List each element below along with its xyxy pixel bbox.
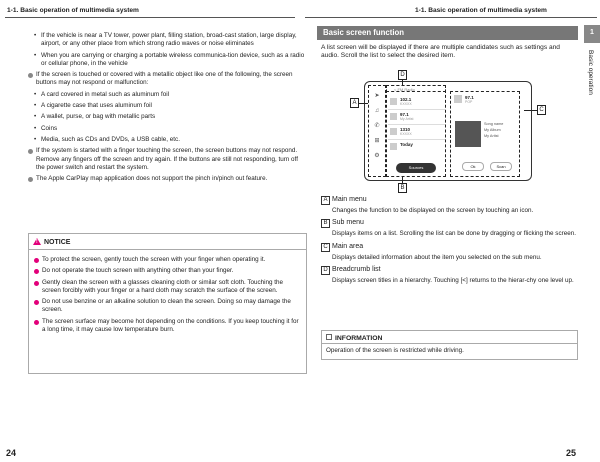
- notice-title: !NOTICE: [29, 234, 306, 250]
- detail-frequency: 97.1: [465, 95, 474, 100]
- right-header-rule: [305, 17, 597, 18]
- definition-term: B Sub menu: [321, 219, 579, 228]
- callout-leader-c: [524, 110, 537, 111]
- callout-region-b: [386, 85, 446, 177]
- callout-label-b: B: [398, 183, 407, 193]
- information-body: Operation of the screen is restricted while driving.: [326, 347, 464, 354]
- phone-icon[interactable]: ✆: [374, 123, 380, 129]
- sources-button[interactable]: Sources: [396, 163, 436, 173]
- list-item: • A wallet, purse, or bag with metallic parts: [28, 113, 308, 121]
- definition-list: [321, 196, 579, 289]
- list-item: • A cigarette case that uses aluminum foil: [28, 102, 308, 110]
- definition-desc: Changes the function to be displayed on the screen by touching an icon.: [332, 207, 534, 214]
- callout-leader-a: [359, 103, 368, 104]
- definition-term: C Main area: [321, 243, 579, 252]
- list-item: • Media, such as CDs and DVDs, a USB cable, etc.: [28, 136, 308, 144]
- list-item: To protect the screen, gently touch the screen with your finger when operating it.: [34, 256, 302, 264]
- chapter-label: Basic operation: [587, 50, 594, 95]
- info-icon: [326, 334, 332, 340]
- definition-term: D Breadcrumb list: [321, 266, 579, 275]
- page-number-right: 25: [566, 448, 577, 458]
- callout-leader-d: [402, 80, 403, 85]
- car-icon[interactable]: ⊞: [374, 138, 380, 144]
- list-item: • Coins: [28, 125, 308, 133]
- callout-region-a: [368, 85, 386, 177]
- callout-region-d: [386, 85, 446, 92]
- right-page-header: 1-1. Basic operation of multimedia system: [415, 7, 547, 14]
- list-item: The Apple CarPlay map application does not support the pinch in/pinch out feature.: [28, 175, 308, 183]
- list-item: • A card covered in metal such as aluminum foil: [28, 91, 308, 99]
- list-item[interactable]: Today: [388, 140, 445, 153]
- list-item[interactable]: 102.1 KXXXX: [388, 95, 445, 110]
- list-item: Do not operate the touch screen with anything other than your finger.: [34, 267, 302, 275]
- chapter-tab: 1: [584, 25, 600, 43]
- list-item[interactable]: 1310 KXXXX: [388, 125, 445, 140]
- information-title: INFORMATION: [322, 331, 577, 344]
- list-item: If the system is started with a finger touching the screen, the screen buttons may not respond. Remove any fingers off the screen and try again. If the buttons are still not responding, turn off the power switch and restart the system.: [28, 147, 308, 172]
- warning-icon: [33, 238, 41, 245]
- information-box: [321, 330, 578, 360]
- breadcrumb[interactable]: < FM Radio: [394, 87, 415, 92]
- callout-label-a: A: [350, 98, 359, 108]
- list-item: Gently clean the screen with a glasses cleaning cloth or similar soft cloth. Touching the screen forcibly with your finger or a hard cloth may scratch the surface of the screen.: [34, 279, 302, 296]
- scan-button[interactable]: Scan: [490, 162, 512, 171]
- definition-desc: Displays detailed information about the item you selected on the sub menu.: [332, 253, 542, 261]
- callout-region-c: [450, 91, 520, 177]
- detail-genre: POP: [465, 100, 473, 104]
- left-body: [28, 32, 308, 186]
- navigation-icon[interactable]: ➤: [374, 93, 380, 99]
- callout-label-d: D: [398, 70, 407, 80]
- list-item: • When you are carrying or charging a portable wireless communica-tion device, such as a radio or cellular phone, in the vehicle: [28, 52, 308, 69]
- list-item: If the screen is touched or covered with a metallic object like one of the following, the screen buttons may not respond or malfunction:: [28, 71, 308, 88]
- definition-term: A Main menu: [321, 196, 579, 205]
- left-page-header: 1-1. Basic operation of multimedia system: [7, 7, 139, 14]
- music-icon[interactable]: ♫: [374, 108, 380, 114]
- notice-box: [28, 233, 307, 374]
- notice-list: [34, 256, 302, 337]
- ok-button[interactable]: Ok: [462, 162, 484, 171]
- callout-label-c: C: [537, 105, 546, 115]
- screen-figure: [364, 75, 534, 185]
- section-title: Basic screen function: [317, 26, 578, 40]
- page-number-left: 24: [6, 448, 17, 458]
- list-item: Do not use benzine or an alkaline solution to clean the screen. Doing so may damage the screen.: [34, 298, 302, 315]
- intro-text: A list screen will be displayed if there are multiple candidates such as settings and audio. Scroll the list to select the desired item.: [321, 44, 560, 60]
- list-item: The screen surface may become hot depending on the conditions. If you keep touching it for a long time, it may cause low temperature burn.: [34, 318, 302, 335]
- definition-desc: Displays items on a list. Scrolling the list can be done by dragging or flicking the screen.: [332, 230, 576, 238]
- track-info: Song name My Album My Artist: [484, 122, 504, 138]
- list-item[interactable]: 97.1 My Artist: [388, 110, 445, 125]
- list-item: • If the vehicle is near a TV tower, power plant, filling station, broad-cast station, large display, airport, or any other place from which strong radio waves or noise eliminates: [28, 32, 308, 49]
- definition-desc: Displays screen titles in a hierarchy. Touching [<] returns to the hierar-chy one level up.: [332, 276, 574, 284]
- settings-icon[interactable]: ⚙: [374, 153, 380, 159]
- left-header-rule: [5, 17, 295, 18]
- callout-leader-b: [402, 177, 403, 183]
